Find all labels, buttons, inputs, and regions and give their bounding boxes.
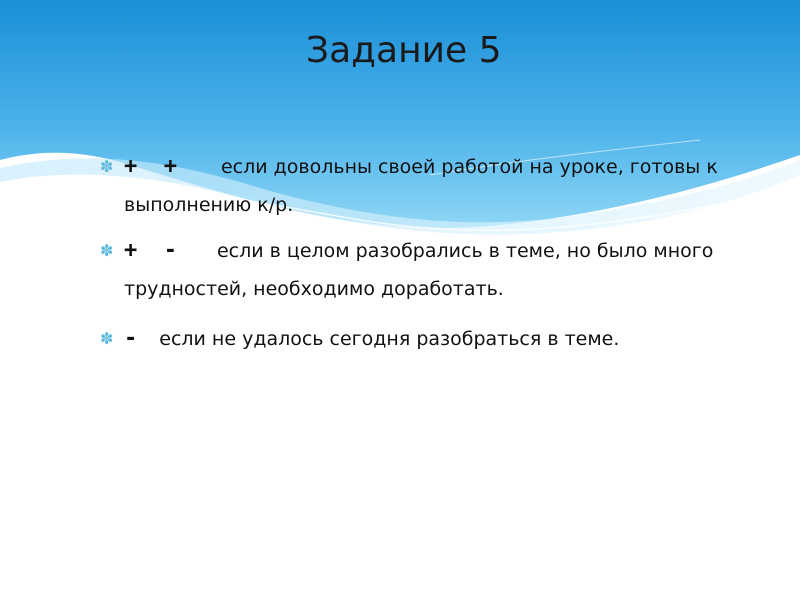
list-item (100, 148, 750, 224)
slide-title: Задание 5 (306, 30, 502, 71)
list-item (100, 320, 750, 358)
criteria-list (100, 148, 750, 358)
self-assessment-marks: + + (124, 154, 177, 179)
self-assessment-marks: - (124, 326, 138, 351)
asterisk-bullet-icon: ✽ (100, 329, 114, 348)
list-item (100, 232, 750, 308)
asterisk-bullet-icon: ✽ (100, 241, 114, 260)
self-assessment-marks: + - (124, 238, 177, 263)
criterion-text: если в целом разобрались в теме, но было много трудностей, необходимо доработать. (124, 240, 714, 300)
criterion-text: если не удалось сегодня разобраться в теме. (159, 328, 620, 350)
asterisk-bullet-icon: ✽ (100, 157, 114, 176)
criterion-text: если довольны своей работой на уроке, готовы к выполнению к/р. (124, 156, 718, 216)
